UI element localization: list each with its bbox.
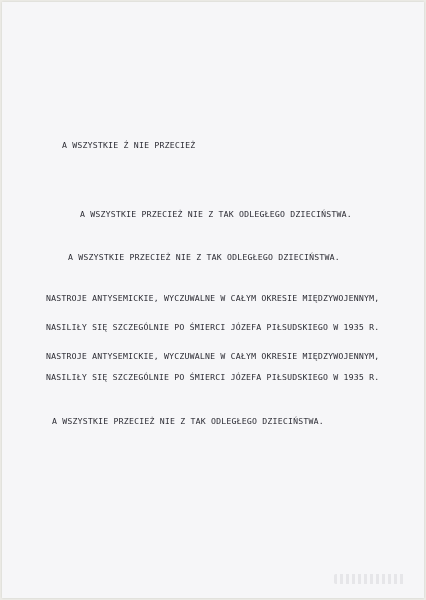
faint-corner-mark [334,574,406,584]
text-line-3: A WSZYSTKIE PRZECIEŻ NIE Z TAK ODLEGŁEGO DZIECIŃSTWA. [68,252,340,262]
text-line-4: NASTROJE ANTYSEMICKIE, WYCZUWALNE W CAŁYM OKRESIE MIĘDZYWOJENNYM, [46,293,380,303]
text-line-8: A WSZYSTKIE PRZECIEŻ NIE Z TAK ODLEGŁEGO DZIECIŃSTWA. [52,416,324,426]
text-line-2: A WSZYSTKIE PRZECIEŻ NIE Z TAK ODLEGŁEGO DZIECIŃSTWA. [80,209,352,219]
text-line-5: NASILIŁY SIĘ SZCZEGÓLNIE PO ŚMIERCI JÓZEFA PIŁSUDSKIEGO W 1935 R. [46,322,380,332]
text-line-7: NASILIŁY SIĘ SZCZEGÓLNIE PO ŚMIERCI JÓZEFA PIŁSUDSKIEGO W 1935 R. [46,372,380,382]
text-line-1: A WSZYSTKIE Ź NIE PRZECIEŻ [62,140,196,150]
text-line-6: NASTROJE ANTYSEMICKIE, WYCZUWALNE W CAŁYM OKRESIE MIĘDZYWOJENNYM, [46,351,380,361]
paper-sheet [2,2,424,598]
